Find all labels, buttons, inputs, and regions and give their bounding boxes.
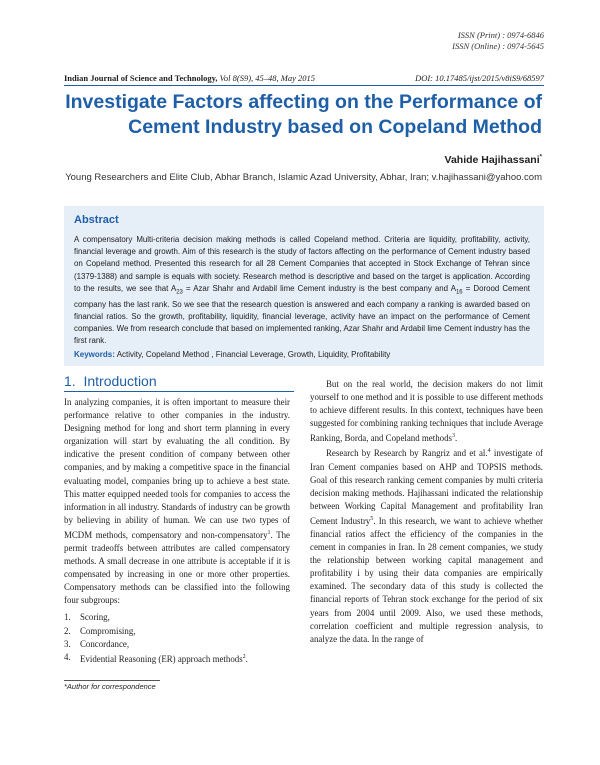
abstract-part-3: = Dorood Cement company has the last rank. So we see that the research question is answered and each company a ranking is awarded based on financial ratios. So the growth, profitability, liquidity, financial leverage, activity have an impact on the performance of Cement companies. We from research conclude that based on implemented ranking, Azar Shahr and Ardabil lime Cement industry has the first rank.: [74, 283, 530, 346]
abstract-sub-2: 16: [455, 289, 463, 296]
abstract-text: [74, 234, 530, 347]
section-heading: [64, 373, 157, 389]
journal-name: Indian Journal of Science and Technology,: [64, 73, 218, 83]
right-para1-tail: .: [454, 433, 458, 444]
section-rule: [64, 391, 294, 392]
keywords-label: Keywords:: [74, 350, 115, 359]
list-number: 2.: [64, 625, 71, 636]
left-para1-tail: . The permit tradeoffs between attributes are called compensatory methods. A small decrease in one attribute is acceptable if it is compensated by increasing in one or more other properties. Compensatory methods can be classified into the following four subgroups:: [64, 529, 290, 606]
left-para1-text: In analyzing companies, it is often important to measure their performance relative to other companies in the industry. Designing method for long and short term planning in every organization will start by evaluating the all condition. By indicative the present condition of company between other companies, and by making a competitive space in the financial evaluating model, companies bring up to achieve a best state. This matter equipped needed tools for companies to access the information in all industry. Standards of industry can be growth by believing in ability of human. We can use two types of MCDM methods, compensatory and non-compensatory: [64, 397, 290, 540]
right-paragraph-1: [310, 378, 543, 445]
doi-text: DOI: 10.17485/ijst/2015/v8iS9/68597: [415, 73, 544, 83]
right-para2-ref1: 4: [487, 448, 491, 455]
author-name: [445, 154, 542, 166]
list-ref: 2: [242, 653, 246, 660]
right-para2-b: investigate of Iran Cement companies based on AHP and TOPSIS methods. Goal of this research ranking cement companies by multi criteria decision making methods. Hajihassani indicated the relationship between Working Capital Management and profitability Iran Cement Industry: [310, 448, 544, 526]
list-number: 1.: [64, 612, 71, 623]
author-text: Vahide Hajihassani: [444, 154, 540, 166]
affiliation: Young Researchers and Elite Club, Abhar Branch, Islamic Azad University, Abhar, Iran; v.hajihassani@yahoo.com: [65, 172, 542, 183]
right-para1-text: But on the real world, the decision makers do not limit yourself to one method and it is possible to use different methods to achieve different results. In this context, techniques have been suggested for combining ranking techniques that include Average Ranking, Borda, and Copeland methods: [310, 379, 543, 444]
abstract-heading: Abstract: [74, 214, 119, 226]
keywords-text: Activity, Copeland Method , Financial Leverage, Growth, Liquidity, Profitability: [116, 350, 391, 359]
abstract-part-1: A compensatory Multi-criteria decision making methods is called Copeland method. Criteria are liquidity, profitability, activity, financial leverage and growth. Aim of this research is the study of factors affecting on the performance of Cement industry based on Copeland method. Presented this research for all 28 Cement Companies that accepted in Stock Exchange of Tehran since (1379-1388) and sample is equals with society. Research method is descriptive and based on the target is application. According to the results, we see that A: [74, 235, 530, 293]
section-number: 1.: [64, 373, 76, 389]
right-paragraph-2: [310, 445, 543, 645]
subgroup-list: [64, 611, 290, 665]
left-column: [64, 396, 290, 666]
keywords: [74, 350, 534, 359]
footnote-rule: [64, 680, 160, 681]
issn-block: [284, 30, 544, 51]
right-column: [310, 378, 543, 646]
abstract-sub-1: 23: [176, 289, 183, 296]
right-para2-c: . In this research, we want to achieve whether financial ratios affect the efficiency of the companies in the cement in companies in Iran. In 28 cement companies, we study the relationship between working capital management and profitability i by using their data companies are empirically examined. The secondary data of this study is collected the financial reports of Tehran stock exchange for the period of six years from 2004 until 2009. Also, we used these methods, correlation coefficient and multiple regression analysis, to analyze the data. In the range of: [310, 515, 543, 644]
paper-title: [64, 90, 542, 140]
list-number: 3.: [64, 638, 71, 649]
list-item: [64, 625, 290, 638]
right-para1-ref: 3: [451, 433, 455, 440]
list-text: Scoring,: [80, 612, 110, 623]
list-text: Evidential Reasoning (ER) approach methods: [80, 653, 243, 664]
left-para1-ref: 1: [267, 529, 271, 536]
list-number: 4.: [64, 651, 71, 662]
right-para2-a: Research by Research by Rangriz and et al.: [326, 448, 488, 459]
abstract-part-2: = Azar Shahr and Ardabil lime Cement industry is the best company and A: [182, 283, 456, 293]
list-text: Compromising,: [80, 625, 136, 636]
right-para2-ref2: 5: [370, 515, 374, 522]
list-item: [64, 651, 290, 666]
title-line-1: Investigate Factors affecting on the Performance of: [65, 91, 542, 113]
footnote: *Author for correspondence: [64, 682, 156, 691]
section-title: Introduction: [83, 373, 157, 389]
list-item: [64, 638, 290, 651]
header-rule: [64, 85, 544, 86]
left-paragraph-1: [64, 396, 290, 607]
title-line-2: Cement Industry based on Copeland Method: [128, 116, 542, 138]
list-item: [64, 611, 290, 624]
issn-print: ISSN (Print) : 0974-6846: [457, 30, 544, 40]
list-text: Concordance,: [80, 638, 130, 649]
journal-volume: Vol 8(S9), 45–48, May 2015: [219, 73, 316, 83]
issn-online: ISSN (Online) : 0974-5645: [452, 40, 544, 51]
list-tail: .: [245, 653, 248, 664]
journal-header: [64, 73, 544, 83]
author-mark: *: [539, 154, 542, 161]
